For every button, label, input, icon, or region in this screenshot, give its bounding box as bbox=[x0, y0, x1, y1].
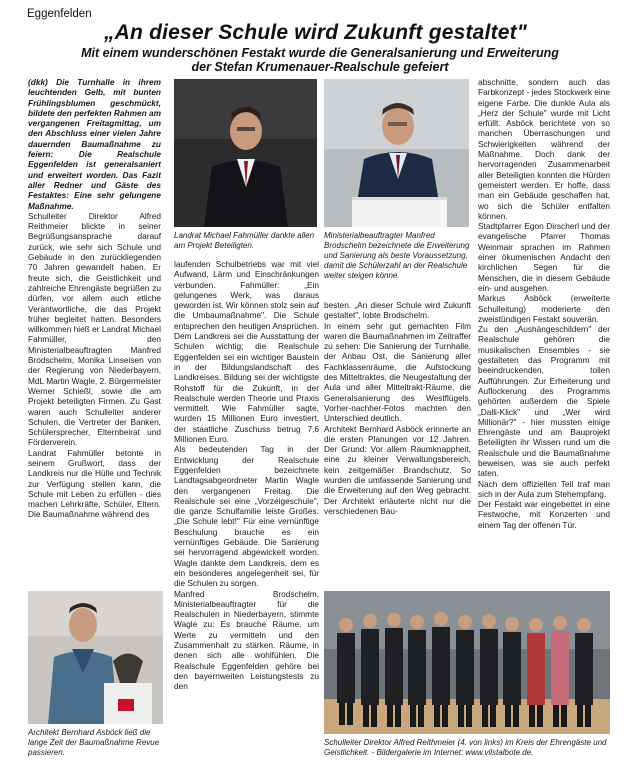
paragraph: Nach dem offiziellen Teil traf man sich in der Aula zum Stehempfang. bbox=[478, 478, 610, 499]
headline: „An dieser Schule wird Zukunft gestaltet" bbox=[103, 21, 528, 44]
photo-gruppenbild-ehrengaeste bbox=[324, 591, 610, 734]
column-3 bbox=[324, 300, 471, 588]
paragraph: Architekt Bernhard Asböck erinnerte an die ersten Planungen vor 12 Jahren. Der Grund: Vor allem Raumknappheit, eine zu kleiner Verwaltungsbereich, kein zeitgemäßer Brandschutz. So wurden die umfassende Sanierung und die Erweiterung auf den Weg gebracht. Der Architekt erläuterte nicht nur die verschiedenen Bau- bbox=[324, 423, 471, 516]
paragraph: In einem sehr gut gemachten Film waren die Baumaßnahmen im Zeitraffer zu sehen: Die Sanierung der Turnhalle, der Anbau Ost, die Sanierung aller Fachklassenräume, die Aufstockung des Mitteltraktes, die Neugestaltung der Aula und aller Mitteltrakt-Räume, die Generalsanierung des Westflügels. Vorher-nachher-Fotos machten den Unterschied deutlich. bbox=[324, 320, 471, 424]
paragraph: besten. „An dieser Schule wird Zukunft gestaltet", lobte Brodschelm. bbox=[324, 300, 471, 321]
paragraph: Manfred Brodschelm, Ministerialbeauftragter für die Realschulen in Niederbayern, stimmte Wagle zu: Es brauche Räume, um Werte zu vermitteln und den Zusammenhalt zu stärken. Räume, in denen sich alle wohlfühlen. Die Realschule Eggenfelden gehöre bei den bayernweiten Leistungstests zu den bbox=[174, 588, 319, 692]
paragraph: Stadtpfarrer Egon Dirscherl und der evangelische Pfarrer Thomas Weinmair sprachen im Rahmen einer ökumenischen Andacht den kirchlichen Segen für die Menschen, die in diesem Gebäude ein- und ausgehen. bbox=[478, 221, 610, 293]
paragraph: Als bedeutenden Tag in der Entwicklung der Realschule Eggenfelden bezeichnete Landtagsabgeordneter Martin Wagle den vergangenen Freitag. Die Realschule sei eine „Vorzeigeschule", die ganze Schulfamilie leiste Großes: „Die Schule lebt!" Für eine vernünftige Beschulung brauche es ein vernünftiges Gebäude. Die Sanierung sei hervorragend abgewickelt worden. Wagle dankte dem Landkreis, dem es ein besonderes angelegenheit sei, für die Schulen zu sorgen. bbox=[174, 444, 319, 589]
paragraph: Schulleiter Direktor Alfred Reithmeier blickte in seiner Begrüßungsansprache darauf zurück, wie sehr sich Schule und Gebäude in den zurückliegenden 70 Jahren gewandelt haben. Er freute sich, die Geistlichkeit und zahlreiche Ehrengäste begrüßen zu dürfen, vor allem auch etliche Verantwortliche, die das Projekt früher begleitet hatten. Besonders willkommen hieß er Landrat Michael Fahmüller, den Ministerialbeauftragten Manfred Brodschelm, Monika Linseisen von der Regierung von Niederbayern, MdL Martin Wagle, 2. Bürgermeister Werner Schießl, sowie die am Projekt beteiligten Firmen. Zu Gast waren auch Schulleiter anderer Schulen, die Vertreter der Banken, Schülersprecher, Elternbeirat und Förderverein. bbox=[28, 210, 161, 448]
column-2 bbox=[174, 259, 319, 745]
caption-fahmueller: Landrat Michael Fahmüller dankte allen am Projekt Beteiligten. bbox=[174, 231, 315, 250]
section-label: Eggenfelden bbox=[27, 8, 92, 20]
subhead-line-1: Mit einem wunderschönen Festakt wurde die Generalsanierung und Erweiterung bbox=[81, 46, 559, 60]
caption-brodschelm: Ministerialbeauftragter Manfred Brodschelm bezeichnete die Erweiterung und Sanierung als beste Voraussetzung, damit die Schülerzahl an der Realschule weiter steigen könne. bbox=[324, 231, 470, 280]
subheadline bbox=[20, 46, 620, 74]
paragraph: Markus Asböck (erweiterte Schulleitung) moderierte den zweistündigen Festakt souverän. bbox=[478, 293, 610, 324]
lead-paragraph: (dkk) Die Turnhalle in ihrem leuchtenden Gelb, mit bunten Frühlingsblumen geschmückt, bildete den perfekten Rahmen am vergangenen Freitagmittag, um den Abschluss einer vielen Jahre dauernden Baumaßnahme zu feiern: Die Realschule Eggenfelden ist generalsaniert und erweitert worden. Das Fazit aller Redner und Gäste des Festaktes: Eine sehr gelungene Maßnahme. bbox=[28, 77, 161, 211]
caption-asboeck: Architekt Bernhard Asböck ließ die lange Zeit der Baumaßnahme Revue passieren. bbox=[28, 728, 160, 757]
photo-architekt-asboeck bbox=[28, 591, 163, 724]
photo-landrat-fahmueller bbox=[174, 79, 317, 227]
paragraph: Landrat Fahmüller betonte in seinem Grußwort, dass der Landkreis nur die Hülle und Technik zur Verfügung stellen kann, die Schule mit Leben zu erfüllen - dies machen Lehrkräfte, Schüler, Eltern. Die Baumaßnahme während des bbox=[28, 447, 161, 520]
caption-gruppenbild: Schulleiter Direktor Alfred Reithmeier (4. von links) im Kreis der Ehrengäste und Geistlichkeit. - Bildergalerie im Internet: www.vilstalbote.de. bbox=[324, 738, 607, 757]
column-1 bbox=[28, 77, 161, 575]
paragraph: Der Festakt war eingebettet in eine Festwoche, mit Konzerten und einem Tag der offenen Tür. bbox=[478, 499, 610, 530]
paragraph: abschnitte, sondern auch das Farbkonzept - jedes Stockwerk eine eigene Farbe. Die dunkle Aula als „Herz der Schule" wurde mit Licht erfüllt. Asböck berichtete von so manchen Überraschungen und Schwierigkeiten während der Maßnahme. Doch dank der hervorragenden Zusammenarbeit aller Beteiligten konnten die Hürden gemeistert werden. Er hoffe, dass man ein Gebäude geschaffen hat, wo sich die Schüler entfalten können. bbox=[478, 77, 610, 221]
paragraph: laufenden Schulbetriebs war mit viel Aufwand, Lärm und Einschränkungen verbunden. Fahmüller: „Ein gelungenes Werk, was daraus geworden ist. Wir können stolz sein auf die Umbaumaßnahme". Die Schule entsprechen den heutigen Ansprüchen. Dem Landkreis sei die Ausstattung der Schulen wichtig; die Realschule Eggenfelden sei ein wichtiger Baustein in der Bildungslandschaft des Landkreises. Bildung sei der wichtigste Rohstoff für die Zukunft, in der Realschule werden Theorie und Praxis vermittelt. Wie Fahmüller sagte, wurden 15 Millionen Euro investiert, der staatliche Zuschuss betrug 7,6 Millionen Euro. bbox=[174, 259, 319, 445]
photo-ministerialbeauftragter-brodschelm bbox=[324, 79, 469, 227]
subhead-line-2: der Stefan Krumenauer-Realschule gefeiert bbox=[191, 60, 449, 74]
paragraph: Zu den „Aushängeschildern" der Realschule gehören die musikalischen Ensembles - sie gestalteten das Programm mit beeindruckenden, tollen Aufführungen. Zur Erheiterung und Auflockerung des Programms gehörten außerdem die Spiele „Dalli-Klick" und „Wer wird Millionär?" - hier mussten einige Ehrengäste und am Bauprojekt Beteiligten ihr Wissen rund um die Realschule und die Baumaßnahme beweisen, was sie auch perfekt taten. bbox=[478, 324, 610, 479]
column-4 bbox=[478, 77, 610, 589]
